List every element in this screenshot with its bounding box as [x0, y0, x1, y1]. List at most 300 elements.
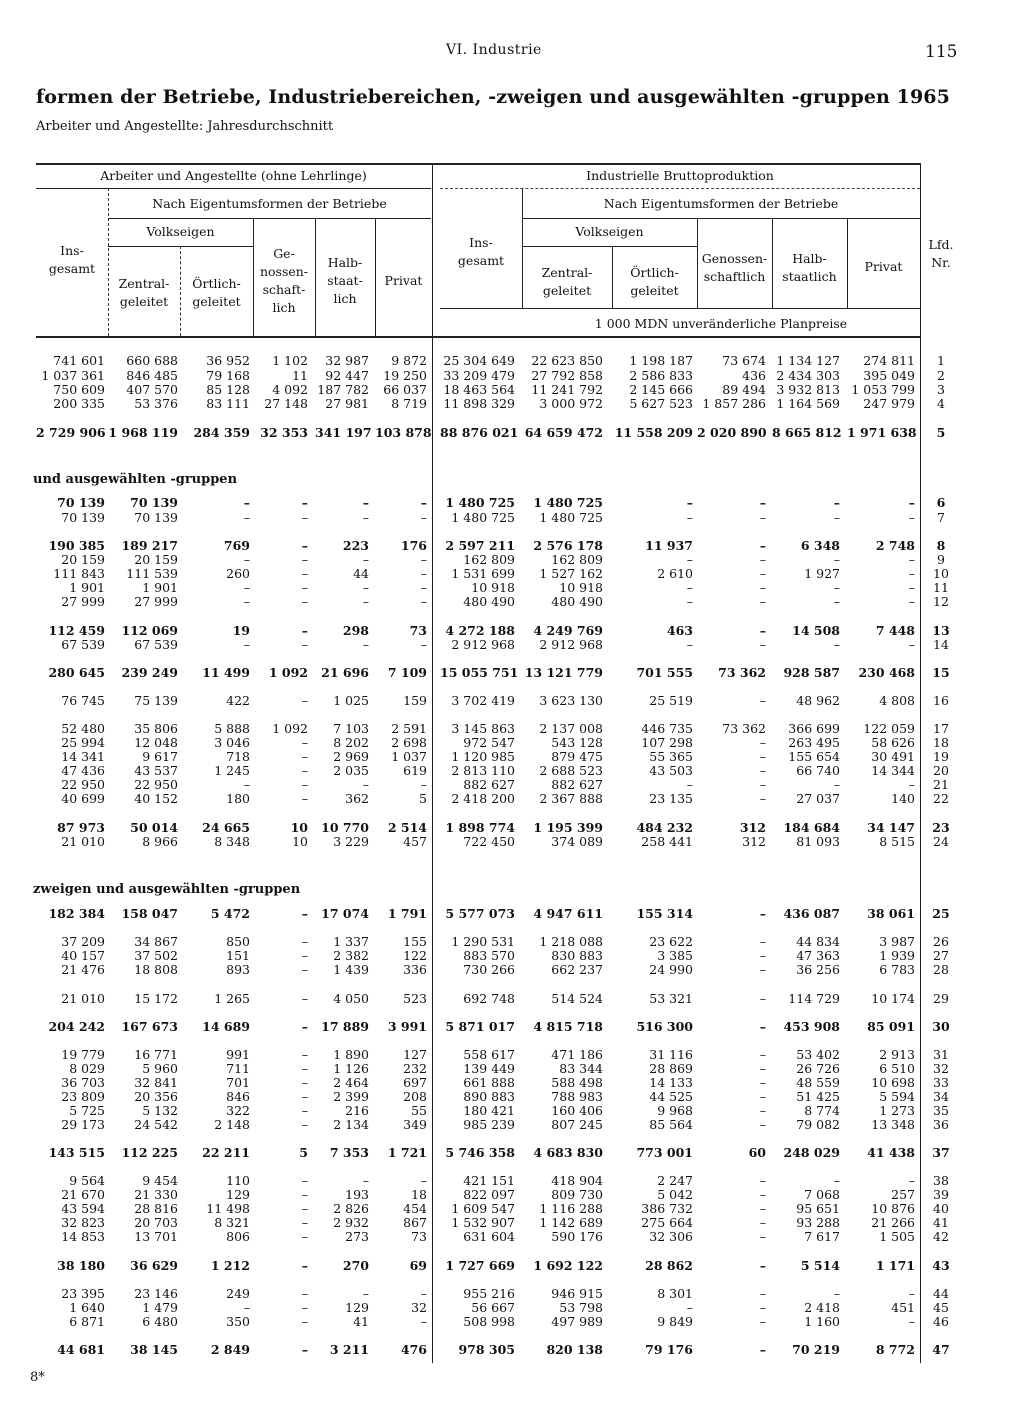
cell-prod-genossen: –: [759, 906, 766, 921]
cell-prod-zentral: 480 490: [551, 594, 603, 609]
cell-prod-privat: 2 748: [875, 538, 915, 553]
cell-prod-total: 2 813 110: [451, 763, 515, 778]
cell-prod-oertlich: 463: [666, 623, 693, 638]
cell-prod-halbstaatlich: 47 363: [796, 948, 840, 963]
cell-workers-total: 21 670: [61, 1187, 105, 1202]
cell-prod-privat: 38 061: [867, 906, 915, 921]
cell-workers-halbstaatlich: 1 126: [333, 1061, 369, 1076]
cell-workers-total: 36 703: [61, 1075, 105, 1090]
cell-workers-zentral: 20 703: [134, 1215, 178, 1230]
cell-workers-halbstaatlich: –: [362, 580, 369, 595]
cell-prod-halbstaatlich: –: [833, 580, 840, 595]
cell-prod-total: 1 290 531: [451, 934, 515, 949]
cell-workers-oertlich: 83 111: [206, 396, 250, 411]
cell-prod-privat: 7 448: [875, 623, 915, 638]
table-row: [0, 1117, 1024, 1132]
cell-workers-total: 47 436: [61, 763, 105, 778]
cell-prod-genossen: –: [759, 1187, 766, 1202]
cell-prod-zentral: 497 989: [551, 1314, 603, 1329]
cell-prod-privat: 10 174: [871, 991, 915, 1006]
cell-prod-genossen: –: [759, 538, 766, 553]
cell-prod-oertlich: 11 558 209: [614, 425, 693, 440]
cell-prod-privat: 13 348: [871, 1117, 915, 1132]
cell-prod-total: 2 597 211: [445, 538, 515, 553]
cell-workers-total: 1 901: [69, 580, 105, 595]
cell-prod-oertlich: 258 441: [641, 834, 693, 849]
cell-prod-privat: –: [908, 510, 915, 525]
cell-prod-total: 15 055 751: [440, 665, 519, 680]
cell-workers-halbstaatlich: –: [362, 1173, 369, 1188]
cell-row-number: 9: [937, 552, 945, 567]
cell-workers-halbstaatlich: –: [362, 495, 369, 510]
cell-workers-privat: 523: [403, 991, 427, 1006]
cell-prod-halbstaatlich: 93 288: [796, 1215, 840, 1230]
cell-prod-oertlich: –: [686, 495, 693, 510]
cell-prod-zentral: 160 406: [551, 1103, 603, 1118]
cell-workers-privat: –: [420, 594, 427, 609]
cell-prod-total: 1 898 774: [445, 820, 515, 835]
cell-workers-privat: 457: [403, 834, 427, 849]
cell-workers-genossen: –: [301, 510, 308, 525]
cell-workers-halbstaatlich: 2 826: [333, 1201, 369, 1216]
cell-row-number: 14: [933, 637, 949, 652]
cell-prod-halbstaatlich: 8 665 812: [772, 425, 842, 440]
cell-workers-halbstaatlich: 17 074: [321, 906, 369, 921]
cell-workers-halbstaatlich: 2 382: [333, 948, 369, 963]
table-row: [0, 948, 1024, 963]
cell-prod-genossen: –: [759, 693, 766, 708]
cell-prod-halbstaatlich: 184 684: [783, 820, 840, 835]
cell-workers-zentral: 16 771: [134, 1047, 178, 1062]
cell-prod-halbstaatlich: 1 164 569: [776, 396, 840, 411]
cell-workers-halbstaatlich: 32 987: [325, 353, 369, 368]
cell-workers-privat: 7 109: [387, 665, 427, 680]
cell-workers-oertlich: 110: [226, 1173, 250, 1188]
cell-workers-zentral: 1 901: [142, 580, 178, 595]
cell-prod-zentral: 1 195 399: [533, 820, 603, 835]
cell-prod-halbstaatlich: 79 082: [796, 1117, 840, 1132]
cell-workers-privat: –: [420, 1314, 427, 1329]
cell-row-number: 25: [932, 906, 950, 921]
table-row: [0, 763, 1024, 778]
cell-prod-privat: 274 811: [863, 353, 915, 368]
table-row: [0, 1201, 1024, 1216]
cell-workers-zentral: 1 968 119: [108, 425, 178, 440]
cell-prod-halbstaatlich: –: [833, 552, 840, 567]
cell-workers-oertlich: –: [243, 1300, 250, 1315]
cell-prod-halbstaatlich: 1 927: [804, 566, 840, 581]
cell-workers-total: 741 601: [53, 353, 105, 368]
cell-prod-privat: 1 273: [879, 1103, 915, 1118]
cell-workers-halbstaatlich: 223: [342, 538, 369, 553]
header-rule-volkseigen-p: [522, 246, 697, 247]
cell-workers-privat: 2 591: [391, 721, 427, 736]
cell-prod-genossen: –: [759, 777, 766, 792]
cell-prod-oertlich: 85 564: [649, 1117, 693, 1132]
cell-prod-privat: 85 091: [867, 1019, 915, 1034]
cell-prod-genossen: –: [759, 510, 766, 525]
cell-workers-genossen: –: [301, 1047, 308, 1062]
cell-workers-genossen: –: [301, 538, 308, 553]
cell-workers-total: 14 853: [61, 1229, 105, 1244]
cell-prod-total: 1 480 725: [451, 510, 515, 525]
cell-prod-genossen: 73 362: [718, 665, 766, 680]
cell-prod-total: 955 216: [463, 1286, 515, 1301]
cell-workers-total: 21 476: [61, 962, 105, 977]
cell-prod-genossen: 436: [742, 368, 766, 383]
cell-workers-oertlich: 3 046: [214, 735, 250, 750]
table-row: [0, 1342, 1024, 1357]
cell-workers-total: 43 594: [61, 1201, 105, 1216]
cell-prod-genossen: –: [759, 1173, 766, 1188]
cell-workers-zentral: 189 217: [121, 538, 178, 553]
cell-workers-oertlich: –: [243, 495, 250, 510]
cell-workers-halbstaatlich: 270: [342, 1258, 369, 1273]
cell-workers-oertlich: 14 689: [202, 1019, 250, 1034]
cell-workers-total: 750 609: [53, 382, 105, 397]
cell-workers-zentral: 35 806: [134, 721, 178, 736]
cell-workers-oertlich: 806: [226, 1229, 250, 1244]
cell-workers-privat: 159: [403, 693, 427, 708]
cell-row-number: 31: [933, 1047, 949, 1062]
cell-prod-halbstaatlich: 48 559: [796, 1075, 840, 1090]
cell-workers-privat: 349: [403, 1117, 427, 1132]
cell-prod-halbstaatlich: 436 087: [783, 906, 840, 921]
cell-prod-oertlich: 32 306: [649, 1229, 693, 1244]
cell-workers-total: 87 973: [57, 820, 105, 835]
cell-prod-oertlich: 484 232: [636, 820, 693, 835]
cell-workers-halbstaatlich: 17 889: [321, 1019, 369, 1034]
cell-row-number: 39: [933, 1187, 949, 1202]
cell-workers-total: 280 645: [48, 665, 105, 680]
cell-workers-privat: 619: [403, 763, 427, 778]
cell-prod-genossen: –: [759, 934, 766, 949]
cell-prod-genossen: –: [759, 495, 766, 510]
header-lfd-nr: Lfd. Nr.: [928, 237, 954, 270]
header-rule-ownership-p: [522, 218, 920, 219]
table-row: [0, 1300, 1024, 1315]
cell-prod-total: 25 304 649: [443, 353, 515, 368]
cell-row-number: 34: [933, 1089, 949, 1104]
cell-prod-zentral: 514 524: [551, 991, 603, 1006]
cell-prod-genossen: –: [759, 1019, 766, 1034]
table-row: [0, 1145, 1024, 1160]
cell-prod-genossen: –: [759, 763, 766, 778]
cell-workers-total: 25 994: [61, 735, 105, 750]
table-row: [0, 791, 1024, 806]
cell-row-number: 15: [932, 665, 950, 680]
cell-prod-total: 180 421: [463, 1103, 515, 1118]
cell-prod-total: 822 097: [463, 1187, 515, 1202]
cell-prod-genossen: 73 362: [722, 721, 766, 736]
cell-workers-halbstaatlich: –: [362, 552, 369, 567]
cell-row-number: 32: [933, 1061, 949, 1076]
cell-prod-halbstaatlich: 366 699: [788, 721, 840, 736]
cell-workers-privat: 5: [419, 791, 427, 806]
cell-workers-genossen: 10: [292, 834, 308, 849]
cell-workers-genossen: –: [301, 1089, 308, 1104]
cell-prod-privat: –: [908, 495, 915, 510]
table-row: [0, 735, 1024, 750]
cell-prod-total: 730 266: [463, 962, 515, 977]
header-rule-workers: [36, 188, 431, 189]
cell-row-number: 29: [933, 991, 949, 1006]
cell-workers-oertlich: 249: [226, 1286, 250, 1301]
cell-workers-zentral: 112 069: [121, 623, 178, 638]
cell-prod-halbstaatlich: 263 495: [788, 735, 840, 750]
cell-workers-zentral: 239 249: [121, 665, 178, 680]
table-row: [0, 1103, 1024, 1118]
cell-row-number: 45: [933, 1300, 949, 1315]
cell-prod-privat: 1 971 638: [847, 425, 917, 440]
table-row: [0, 749, 1024, 764]
cell-row-number: 1: [937, 353, 945, 368]
cell-workers-privat: 66 037: [383, 382, 427, 397]
cell-prod-oertlich: –: [686, 594, 693, 609]
cell-workers-privat: 155: [403, 934, 427, 949]
table-row: [0, 1019, 1024, 1034]
cell-workers-privat: 2 514: [387, 820, 427, 835]
cell-prod-halbstaatlich: 114 729: [788, 991, 840, 1006]
cell-workers-genossen: –: [301, 1173, 308, 1188]
cell-workers-oertlich: 701: [226, 1075, 250, 1090]
cell-prod-genossen: –: [759, 1061, 766, 1076]
cell-prod-privat: 4 808: [879, 693, 915, 708]
cell-prod-privat: 395 049: [863, 368, 915, 383]
cell-workers-halbstaatlich: 193: [345, 1187, 369, 1202]
cell-prod-zentral: 4 249 769: [533, 623, 603, 638]
cell-workers-oertlich: 991: [226, 1047, 250, 1062]
cell-row-number: 7: [937, 510, 945, 525]
cell-workers-genossen: –: [301, 1300, 308, 1315]
cell-workers-oertlich: 5 888: [214, 721, 250, 736]
cell-workers-genossen: –: [301, 1229, 308, 1244]
cell-prod-halbstaatlich: –: [833, 637, 840, 652]
cell-prod-zentral: 13 121 779: [524, 665, 603, 680]
cell-prod-oertlich: 53 321: [649, 991, 693, 1006]
cell-workers-total: 111 843: [53, 566, 105, 581]
cell-prod-genossen: –: [759, 991, 766, 1006]
cell-prod-halbstaatlich: 36 256: [796, 962, 840, 977]
table-row: [0, 1173, 1024, 1188]
cell-workers-halbstaatlich: 10 770: [321, 820, 369, 835]
cell-prod-genossen: 89 494: [722, 382, 766, 397]
table-row: [0, 906, 1024, 921]
cell-workers-genossen: –: [301, 1103, 308, 1118]
cell-prod-oertlich: 3 385: [657, 948, 693, 963]
cell-row-number: 27: [933, 948, 949, 963]
cell-workers-privat: 9 872: [391, 353, 427, 368]
cell-workers-privat: 69: [409, 1258, 427, 1273]
cell-prod-total: 890 883: [463, 1089, 515, 1104]
cell-workers-oertlich: 151: [226, 948, 250, 963]
cell-prod-genossen: –: [759, 566, 766, 581]
page-subtitle: Arbeiter und Angestellte: Jahresdurchschnitt: [36, 119, 334, 134]
cell-workers-privat: –: [420, 552, 427, 567]
cell-prod-oertlich: 44 525: [649, 1089, 693, 1104]
cell-prod-halbstaatlich: 44 834: [796, 934, 840, 949]
cell-workers-oertlich: –: [243, 580, 250, 595]
cell-prod-total: 139 449: [463, 1061, 515, 1076]
cell-workers-genossen: 1 092: [272, 721, 308, 736]
cell-prod-privat: 257: [891, 1187, 915, 1202]
cell-workers-zentral: 21 330: [134, 1187, 178, 1202]
cell-workers-oertlich: 284 359: [193, 425, 250, 440]
cell-prod-oertlich: 14 133: [649, 1075, 693, 1090]
cell-prod-total: 722 450: [463, 834, 515, 849]
cell-workers-privat: 867: [403, 1215, 427, 1230]
header-zentral-production: Zentral- geleitet: [541, 265, 593, 298]
cell-workers-privat: –: [420, 1173, 427, 1188]
cell-workers-total: 14 341: [61, 749, 105, 764]
cell-workers-oertlich: 5 472: [210, 906, 250, 921]
cell-prod-privat: 3 987: [879, 934, 915, 949]
cell-row-number: 2: [937, 368, 945, 383]
cell-workers-halbstaatlich: 41: [353, 1314, 369, 1329]
cell-workers-zentral: 37 502: [134, 948, 178, 963]
cell-prod-zentral: 882 627: [551, 777, 603, 792]
cell-prod-genossen: –: [759, 1229, 766, 1244]
cell-row-number: 19: [933, 749, 949, 764]
cell-workers-halbstaatlich: 3 211: [329, 1342, 369, 1357]
cell-row-number: 46: [933, 1314, 949, 1329]
cell-workers-halbstaatlich: 216: [345, 1103, 369, 1118]
table-row: [0, 580, 1024, 595]
cell-prod-privat: –: [908, 552, 915, 567]
cell-workers-total: 37 209: [61, 934, 105, 949]
cell-workers-oertlich: 19: [232, 623, 250, 638]
cell-workers-oertlich: 85 128: [206, 382, 250, 397]
cell-prod-privat: –: [908, 594, 915, 609]
table-row: [0, 991, 1024, 1006]
cell-workers-oertlich: 260: [226, 566, 250, 581]
cell-workers-genossen: –: [301, 934, 308, 949]
cell-workers-zentral: 12 048: [134, 735, 178, 750]
cell-row-number: 10: [933, 566, 949, 581]
cell-workers-total: 112 459: [48, 623, 105, 638]
cell-workers-privat: 122: [403, 948, 427, 963]
cell-row-number: 37: [932, 1145, 950, 1160]
table-row: [0, 962, 1024, 977]
cell-prod-halbstaatlich: 1 134 127: [776, 353, 840, 368]
cell-prod-genossen: –: [759, 1286, 766, 1301]
cell-workers-zentral: 38 145: [130, 1342, 178, 1357]
cell-prod-privat: 140: [891, 791, 915, 806]
cell-workers-privat: 55: [411, 1103, 427, 1118]
cell-prod-genossen: –: [759, 962, 766, 977]
cell-prod-oertlich: 79 176: [645, 1342, 693, 1357]
cell-prod-zentral: 10 918: [559, 580, 603, 595]
cell-workers-total: 5 725: [69, 1103, 105, 1118]
cell-workers-zentral: 9 454: [142, 1173, 178, 1188]
cell-prod-total: 2 418 200: [451, 791, 515, 806]
cell-row-number: 22: [933, 791, 949, 806]
cell-prod-zentral: 162 809: [551, 552, 603, 567]
cell-workers-halbstaatlich: 21 696: [321, 665, 369, 680]
cell-prod-zentral: 3 623 130: [539, 693, 603, 708]
cell-prod-zentral: 809 730: [551, 1187, 603, 1202]
cell-prod-halbstaatlich: 6 348: [800, 538, 840, 553]
cell-prod-total: 883 570: [463, 948, 515, 963]
cell-workers-privat: –: [420, 495, 427, 510]
cell-workers-total: 52 480: [61, 721, 105, 736]
cell-prod-zentral: 418 904: [551, 1173, 603, 1188]
cell-prod-privat: 14 344: [871, 763, 915, 778]
cell-workers-total: 9 564: [69, 1173, 105, 1188]
cell-prod-halbstaatlich: 5 514: [800, 1258, 840, 1273]
cell-prod-total: 3 702 419: [451, 693, 515, 708]
cell-workers-zentral: 40 152: [134, 791, 178, 806]
cell-workers-zentral: 5 132: [142, 1103, 178, 1118]
header-oertlich-workers: Örtlich- geleitet: [192, 276, 241, 309]
cell-prod-privat: 1 171: [875, 1258, 915, 1273]
cell-prod-genossen: –: [759, 1201, 766, 1216]
cell-workers-oertlich: 24 665: [202, 820, 250, 835]
cell-workers-oertlich: 11 498: [206, 1201, 250, 1216]
cell-prod-oertlich: –: [686, 777, 693, 792]
cell-prod-halbstaatlich: 3 932 813: [776, 382, 840, 397]
cell-workers-privat: 19 250: [383, 368, 427, 383]
cell-workers-privat: –: [420, 510, 427, 525]
cell-prod-oertlich: 386 732: [641, 1201, 693, 1216]
cell-workers-privat: –: [420, 777, 427, 792]
cell-workers-oertlich: 1 212: [210, 1258, 250, 1273]
cell-prod-total: 88 876 021: [440, 425, 519, 440]
cell-workers-genossen: –: [301, 991, 308, 1006]
cell-workers-zentral: 43 537: [134, 763, 178, 778]
cell-row-number: 21: [933, 777, 949, 792]
cell-prod-total: 3 145 863: [451, 721, 515, 736]
cell-prod-halbstaatlich: 66 740: [796, 763, 840, 778]
cell-prod-total: 631 604: [463, 1229, 515, 1244]
cell-prod-halbstaatlich: 2 418: [804, 1300, 840, 1315]
cell-workers-genossen: –: [301, 1187, 308, 1202]
cell-workers-halbstaatlich: –: [362, 1286, 369, 1301]
footer-mark: 8*: [30, 1370, 45, 1385]
cell-workers-genossen: –: [301, 791, 308, 806]
cell-workers-zentral: 28 816: [134, 1201, 178, 1216]
cell-workers-total: 32 823: [61, 1215, 105, 1230]
cell-prod-zentral: 820 138: [546, 1342, 603, 1357]
cell-prod-zentral: 4 683 830: [533, 1145, 603, 1160]
cell-workers-genossen: 27 148: [264, 396, 308, 411]
cell-prod-zentral: 807 245: [551, 1117, 603, 1132]
cell-prod-total: 558 617: [463, 1047, 515, 1062]
cell-prod-zentral: 1 142 689: [539, 1215, 603, 1230]
cell-workers-oertlich: 8 321: [214, 1215, 250, 1230]
cell-workers-genossen: –: [301, 749, 308, 764]
table-row: [0, 820, 1024, 835]
cell-workers-genossen: –: [301, 1117, 308, 1132]
cell-prod-halbstaatlich: 7 617: [804, 1229, 840, 1244]
cell-prod-oertlich: –: [686, 552, 693, 567]
cell-workers-halbstaatlich: 44: [353, 566, 369, 581]
cell-workers-total: 23 395: [61, 1286, 105, 1301]
cell-workers-genossen: –: [301, 1314, 308, 1329]
cell-workers-total: 22 950: [61, 777, 105, 792]
cell-prod-total: 1 531 699: [451, 566, 515, 581]
cell-prod-oertlich: 23 622: [649, 934, 693, 949]
cell-workers-total: 76 745: [61, 693, 105, 708]
cell-prod-halbstaatlich: 70 219: [792, 1342, 840, 1357]
cell-prod-genossen: –: [759, 735, 766, 750]
cell-prod-oertlich: 11 937: [645, 538, 693, 553]
cell-prod-oertlich: –: [686, 1300, 693, 1315]
header-rule-ownership-w: [108, 218, 431, 219]
cell-prod-genossen: –: [759, 1117, 766, 1132]
cell-workers-genossen: –: [301, 552, 308, 567]
cell-prod-oertlich: 8 301: [657, 1286, 693, 1301]
